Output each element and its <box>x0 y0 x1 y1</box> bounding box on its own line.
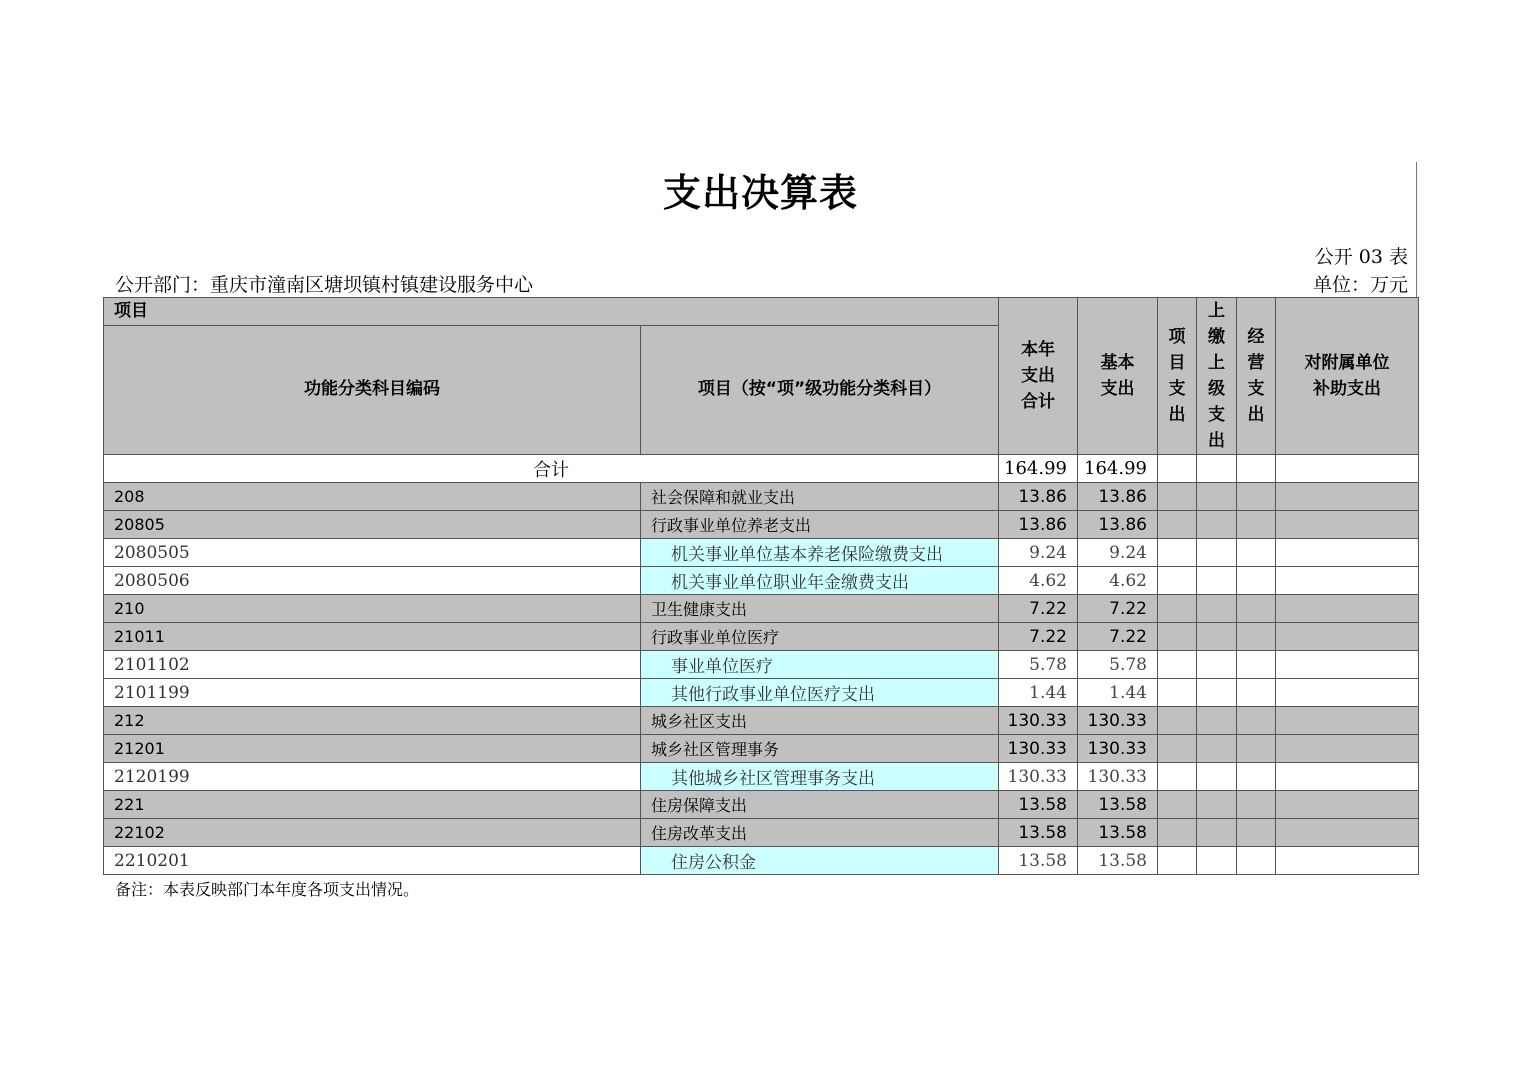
total-amount: 164.99 <box>999 455 1078 483</box>
row-upper <box>1197 539 1237 567</box>
row-code: 2080505 <box>104 539 641 567</box>
row-business <box>1237 847 1276 875</box>
header-upper: 上缴上级支出 <box>1208 301 1225 451</box>
row-code: 2101199 <box>104 679 641 707</box>
row-code: 21201 <box>104 735 641 763</box>
row-project <box>1158 679 1197 707</box>
table-row <box>104 763 1419 791</box>
row-code: 210 <box>104 595 641 623</box>
unit-label: 单位：万元 <box>1312 274 1408 296</box>
row-basic: 1.44 <box>1078 679 1158 707</box>
row-subsidy <box>1276 511 1419 539</box>
row-basic: 7.22 <box>1078 595 1158 623</box>
row-upper <box>1197 763 1237 791</box>
header-code: 功能分类科目编码 <box>104 326 641 455</box>
row-upper <box>1197 791 1237 819</box>
row-project <box>1158 567 1197 595</box>
row-basic: 130.33 <box>1078 707 1158 735</box>
total-basic: 164.99 <box>1078 455 1158 483</box>
row-total: 130.33 <box>999 707 1078 735</box>
row-name: 住房公积金 <box>641 847 999 875</box>
row-code: 2101102 <box>104 651 641 679</box>
row-code: 208 <box>104 483 641 511</box>
row-basic: 13.58 <box>1078 847 1158 875</box>
row-basic: 4.62 <box>1078 567 1158 595</box>
row-project <box>1158 483 1197 511</box>
row-subsidy <box>1276 539 1419 567</box>
row-business <box>1237 623 1276 651</box>
row-total: 5.78 <box>999 651 1078 679</box>
row-name: 住房保障支出 <box>641 791 999 819</box>
table-row <box>104 679 1419 707</box>
department-label: 公开部门：重庆市潼南区塘坝镇村镇建设服务中心 <box>115 274 534 296</box>
row-subsidy <box>1276 483 1419 511</box>
row-project <box>1158 623 1197 651</box>
row-total: 4.62 <box>999 567 1078 595</box>
row-subsidy <box>1276 847 1419 875</box>
row-subsidy <box>1276 735 1419 763</box>
table-row <box>104 707 1419 735</box>
row-name: 其他行政事业单位医疗支出 <box>641 679 999 707</box>
row-upper <box>1197 707 1237 735</box>
total-row <box>104 455 1419 483</box>
row-business <box>1237 735 1276 763</box>
row-code: 20805 <box>104 511 641 539</box>
row-business <box>1237 651 1276 679</box>
table-row <box>104 651 1419 679</box>
row-project <box>1158 735 1197 763</box>
row-business <box>1237 567 1276 595</box>
row-business <box>1237 595 1276 623</box>
table-row <box>104 735 1419 763</box>
row-business <box>1237 819 1276 847</box>
row-name: 机关事业单位基本养老保险缴费支出 <box>641 539 999 567</box>
row-project <box>1158 819 1197 847</box>
row-basic: 13.86 <box>1078 483 1158 511</box>
row-basic: 13.86 <box>1078 511 1158 539</box>
row-project <box>1158 847 1197 875</box>
table-row <box>104 819 1419 847</box>
expenditure-table <box>103 297 1419 875</box>
row-name: 社会保障和就业支出 <box>641 483 999 511</box>
row-upper <box>1197 819 1237 847</box>
row-basic: 13.58 <box>1078 791 1158 819</box>
row-name: 卫生健康支出 <box>641 595 999 623</box>
row-code: 2080506 <box>104 567 641 595</box>
row-subsidy <box>1276 707 1419 735</box>
row-business <box>1237 679 1276 707</box>
table-row <box>104 595 1419 623</box>
row-project <box>1158 763 1197 791</box>
row-code: 21011 <box>104 623 641 651</box>
table-row <box>104 511 1419 539</box>
row-upper <box>1197 679 1237 707</box>
header-name: 项目（按“项”级功能分类科目） <box>641 326 999 455</box>
row-total: 13.58 <box>999 847 1078 875</box>
row-business <box>1237 483 1276 511</box>
row-name: 城乡社区管理事务 <box>641 735 999 763</box>
row-upper <box>1197 735 1237 763</box>
header-business: 经营支出 <box>1247 327 1265 425</box>
row-business <box>1237 707 1276 735</box>
row-total: 130.33 <box>999 763 1078 791</box>
row-subsidy <box>1276 651 1419 679</box>
header-subsidy: 对附属单位补助支出 <box>1304 353 1390 399</box>
row-business <box>1237 763 1276 791</box>
page-title: 支出决算表 <box>662 171 858 215</box>
row-name: 事业单位医疗 <box>641 651 999 679</box>
row-project <box>1158 651 1197 679</box>
table-row <box>104 539 1419 567</box>
table-row <box>104 847 1419 875</box>
row-code: 22102 <box>104 819 641 847</box>
row-code: 2210201 <box>104 847 641 875</box>
row-upper <box>1197 623 1237 651</box>
total-label: 合计 <box>104 455 999 483</box>
row-code: 221 <box>104 791 641 819</box>
table-row <box>104 791 1419 819</box>
row-basic: 7.22 <box>1078 623 1158 651</box>
right-rule <box>1416 162 1417 298</box>
row-subsidy <box>1276 567 1419 595</box>
row-subsidy <box>1276 763 1419 791</box>
row-name: 住房改革支出 <box>641 819 999 847</box>
row-name: 机关事业单位职业年金缴费支出 <box>641 567 999 595</box>
row-business <box>1237 791 1276 819</box>
row-upper <box>1197 651 1237 679</box>
header-project: 项目支出 <box>1168 327 1186 425</box>
row-total: 13.58 <box>999 819 1078 847</box>
row-code: 212 <box>104 707 641 735</box>
row-upper <box>1197 595 1237 623</box>
row-basic: 9.24 <box>1078 539 1158 567</box>
row-upper <box>1197 847 1237 875</box>
row-project <box>1158 791 1197 819</box>
row-upper <box>1197 483 1237 511</box>
row-name: 行政事业单位养老支出 <box>641 511 999 539</box>
row-project <box>1158 539 1197 567</box>
row-total: 13.58 <box>999 791 1078 819</box>
row-basic: 5.78 <box>1078 651 1158 679</box>
row-upper <box>1197 511 1237 539</box>
row-code: 2120199 <box>104 763 641 791</box>
row-basic: 130.33 <box>1078 763 1158 791</box>
row-total: 1.44 <box>999 679 1078 707</box>
row-business <box>1237 539 1276 567</box>
row-total: 7.22 <box>999 595 1078 623</box>
row-upper <box>1197 567 1237 595</box>
header-basic: 基本支出 <box>1100 353 1135 399</box>
row-total: 7.22 <box>999 623 1078 651</box>
row-basic: 13.58 <box>1078 819 1158 847</box>
footnote: 备注：本表反映部门本年度各项支出情况。 <box>115 880 420 899</box>
row-project <box>1158 595 1197 623</box>
row-subsidy <box>1276 679 1419 707</box>
table-row <box>104 623 1419 651</box>
row-total: 9.24 <box>999 539 1078 567</box>
row-name: 城乡社区支出 <box>641 707 999 735</box>
row-name: 行政事业单位医疗 <box>641 623 999 651</box>
row-project <box>1158 511 1197 539</box>
row-total: 130.33 <box>999 735 1078 763</box>
row-subsidy <box>1276 595 1419 623</box>
table-row <box>104 483 1419 511</box>
row-total: 13.86 <box>999 483 1078 511</box>
row-name: 其他城乡社区管理事务支出 <box>641 763 999 791</box>
form-number: 公开 03 表 <box>1314 246 1408 268</box>
table-row <box>104 567 1419 595</box>
row-total: 13.86 <box>999 511 1078 539</box>
row-basic: 130.33 <box>1078 735 1158 763</box>
row-subsidy <box>1276 791 1419 819</box>
header-item: 项目 <box>104 298 999 326</box>
row-subsidy <box>1276 623 1419 651</box>
row-business <box>1237 511 1276 539</box>
header-total: 本年支出合计 <box>1020 340 1055 412</box>
row-project <box>1158 707 1197 735</box>
row-subsidy <box>1276 819 1419 847</box>
